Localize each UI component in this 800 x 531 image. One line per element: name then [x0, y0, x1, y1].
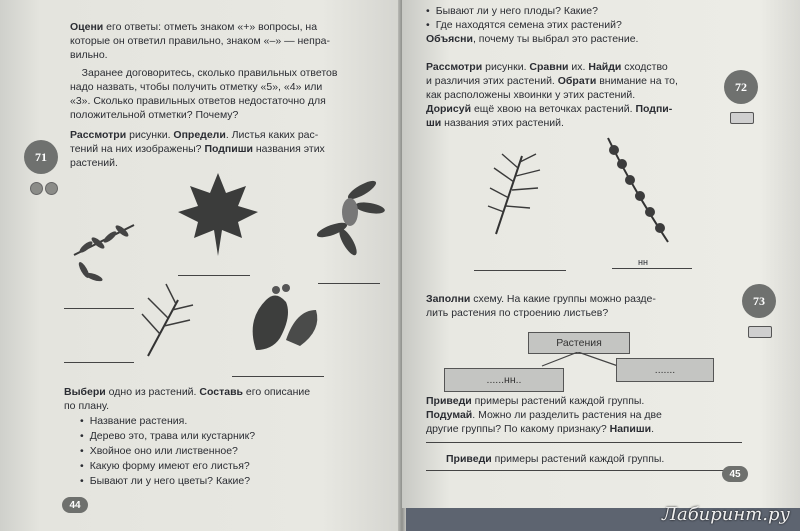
- after-schema-text: Приведи примеры растений каждой группы. Подумай. Можно ли разделить растения на две другие группы? По какому признаку? Напиши.: [426, 395, 662, 435]
- oak-leaf-icon: [236, 280, 326, 360]
- answer-line[interactable]: [64, 362, 134, 363]
- spruce-branch-icon: [482, 148, 546, 238]
- right-page: [402, 0, 800, 508]
- task-73-text: Заполни схему. На какие группы можно разде- лить растения по строению листьев?: [426, 293, 656, 319]
- answer-line[interactable]: [318, 283, 380, 284]
- coins-icon: [30, 182, 60, 200]
- answer-line[interactable]: [178, 275, 250, 276]
- plan-list: [80, 414, 380, 489]
- list-item: • Дерево это, трава или кустарник?: [80, 429, 380, 444]
- schema-right-box[interactable]: .......: [616, 358, 714, 382]
- task-72-text: Рассмотри рисунки. Сравни их. Найди сходство и различия этих растений. Обрати внимание на то, как расположены хвоинки у этих растений. Дорисуй ещё хвою на веточках растений. Подпи- ши названия этих растений.: [426, 61, 678, 129]
- schema-left-box[interactable]: ......нн..: [444, 368, 564, 392]
- watermark: Лабиринт.ру: [661, 504, 790, 525]
- book-icon: [748, 326, 772, 338]
- answer-line[interactable]: [612, 268, 692, 269]
- answer-line[interactable]: [474, 270, 566, 271]
- larch-branch-icon: [600, 134, 676, 246]
- task-72-badge: 72: [724, 70, 758, 104]
- task-71-badge: 71: [24, 140, 58, 174]
- list-item: • Бывают ли у него цветы? Какие?: [80, 474, 380, 489]
- label-hint: нн: [638, 257, 648, 267]
- task-73-badge: 73: [742, 284, 776, 318]
- maple-leaf-icon: [176, 168, 260, 260]
- rowan-leaf-icon: [64, 215, 144, 295]
- intro-paragraph-1: Оцени его ответы: отметь знаком «+» вопросы, на которые он ответил правильно, знаком «–» — непра- вильно.: [70, 21, 331, 61]
- page-number: 45: [722, 466, 748, 482]
- intro-paragraph-2: Заранее договоритесь, сколько правильных ответов надо назвать, чтобы получить отметку «5», «4» или «3». Сколько правильных ответов недостаточно для положительной отметки? Почему?: [70, 67, 338, 121]
- task-71-text: Рассмотри рисунки. Определи. Листья каких рас- тений на них изображены? Подпиши названия этих растений.: [70, 129, 325, 169]
- answer-line[interactable]: [426, 470, 742, 471]
- answer-line[interactable]: [64, 308, 134, 309]
- after-schema-text-2: Приведи примеры растений каждой группы.: [446, 453, 665, 465]
- book-icon: [730, 112, 754, 124]
- list-item: • Какую форму имеют его листья?: [80, 459, 380, 474]
- right-top-text: • Бывают ли у него плоды? Какие? • Где находятся семена этих растений? Объясни, почему ты выбрал это растение.: [426, 4, 756, 46]
- describe-task: Выбери одно из растений. Составь его описание по плану.: [64, 386, 311, 412]
- pine-branch-icon: [138, 280, 200, 360]
- list-item: • Хвойное оно или лиственное?: [80, 444, 380, 459]
- answer-line[interactable]: [426, 442, 742, 443]
- page-number: 44: [62, 497, 88, 513]
- answer-line[interactable]: [232, 376, 324, 377]
- chestnut-leaf-icon: [312, 170, 390, 265]
- schema-root-box: Растения: [528, 332, 630, 354]
- list-item: • Название растения.: [80, 414, 380, 429]
